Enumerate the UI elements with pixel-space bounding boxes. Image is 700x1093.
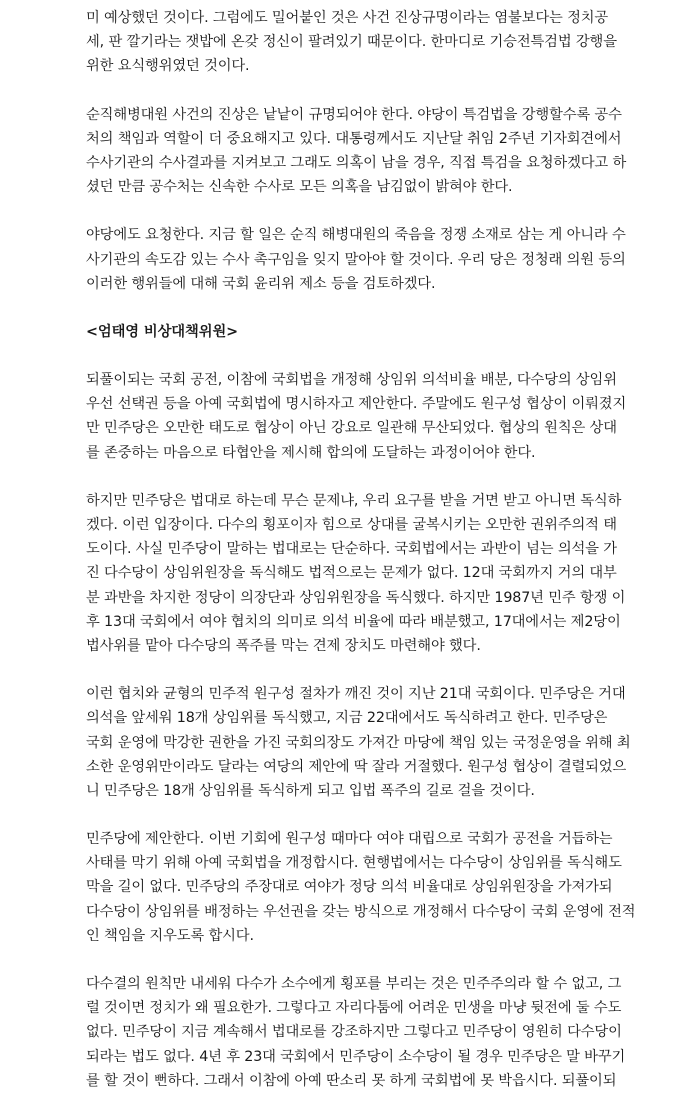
text-line: 다수결의 원칙만 내세워 다수가 소수에게 횡포를 부리는 것은 민주주의라 할 수 없고, 그	[86, 976, 622, 992]
text-line: 하지만 민주당은 법대로 하는데 무슨 문제냐, 우리 요구를 받을 거면 받고 아니면 독식하	[86, 492, 622, 509]
text-line: 도이다. 사실 민주당이 말하는 법대로는 단순하다. 국회법에서는 과반이 넘는 의석을 가	[86, 541, 617, 558]
text-line: 진 다수당이 상임위원장을 독식해도 법적으로는 문제가 없다. 12대 국회까지 거의 대부	[86, 565, 617, 582]
text-line: 다수당이 상임위를 배정하는 우선권을 갖는 방식으로 개정해서 다수당이 국회 운영에 전적	[86, 903, 636, 920]
text-line: 니 민주당은 18개 상임위를 독식하게 되고 입법 폭주의 길로 걸을 것이다.	[86, 782, 535, 799]
text-line: 법사위를 맡아 다수당의 폭주를 막는 견제 장치도 마련해야 했다.	[86, 637, 481, 654]
speaker-heading-text: <엄태영 비상대책위원>	[86, 323, 239, 340]
speaker-heading	[86, 320, 620, 344]
text-line: 사기관의 속도감 있는 수사 촉구임을 잊지 말아야 할 것이다. 우리 당은 정청래 의원 등의	[86, 251, 626, 268]
text-line: 우선 선택권 등을 아예 국회법에 명시하자고 제안한다. 주말에도 원구성 협상이 이뤄졌지	[86, 396, 627, 413]
text-line: 소한 운영위만이라도 달라는 여당의 제안에 딱 잘라 거절했다. 원구성 협상이 결렬되었으	[86, 758, 627, 775]
text-line: 없다. 민주당이 지금 계속해서 법대로를 강조하지만 그렇다고 민주당이 영원히 다수당이	[86, 1024, 622, 1041]
text-line: 사태를 막기 위해 아예 국회법을 개정합시다. 현행법에서는 다수당이 상임위를 독식해도	[86, 855, 622, 872]
text-line: 를 할 것이 뻔하다. 그래서 이참에 아예 딴소리 못 하게 국회법에 못 박읍시다. 되풀이되	[86, 1072, 617, 1089]
text-line: 수사기관의 수사결과를 지켜보고 그래도 의혹이 남을 경우, 직접 특검을 요청하겠다고 하	[86, 154, 627, 171]
text-line: 의석을 앞세워 18개 상임위를 독식했고, 지금 22대에서도 독식하려고 한다. 민주당은	[86, 710, 608, 727]
text-line: 인 책임을 지우도록 합시다.	[86, 927, 254, 944]
text-line: 겠다. 이런 입장이다. 다수의 횡포이자 힘으로 상대를 굴복시키는 오만한 권위주의적 태	[86, 517, 617, 533]
paragraph-national-assembly-stall	[86, 368, 627, 465]
text-line: 순직해병대원 사건의 진상은 낱낱이 규명되어야 한다. 야당이 특검법을 강행할수록 공수	[86, 106, 622, 123]
paragraph-majority-rule	[86, 972, 626, 1093]
text-line: 후 13대 국회에서 여야 협치의 의미로 의석 비율에 따라 배분했고, 17대에서는 제2당이	[86, 613, 621, 630]
paragraph-intro	[86, 6, 620, 79]
paragraph-proposal-to-democratic-party	[86, 827, 636, 948]
text-line: 위한 요식행위였던 것이다.	[86, 58, 250, 75]
text-line: 이러한 행위들에 대해 국회 윤리위 제소 등을 검토하겠다.	[86, 275, 436, 292]
text-line: 미 예상했던 것이다. 그럼에도 밀어붙인 것은 사건 진상규명이라는 염불보다는 정치공	[86, 10, 609, 26]
text-line: 되라는 법도 없다. 4년 후 23대 국회에서 민주당이 소수당이 될 경우 민주당은 말 바꾸기	[86, 1048, 626, 1065]
text-line: 만 민주당은 오만한 태도로 협상이 아닌 강요로 일관해 무산되었다. 협상의 원칙은 상대	[86, 420, 617, 437]
text-line: 야당에도 요청한다. 지금 할 일은 순직 해병대원의 죽음을 정쟁 소재로 삼는 게 아니라 수	[86, 227, 626, 244]
paragraph-marine-investigation	[86, 103, 627, 200]
text-line: 셨던 만큼 공수처는 신속한 수사로 모든 의혹을 남김없이 밝혀야 한다.	[86, 179, 513, 196]
paragraph-request-to-opposition	[86, 223, 626, 296]
text-line: 세, 판 깔기라는 잿밥에 온갖 정신이 팔려있기 때문이다. 한마디로 기승전특검법 강행을	[86, 34, 617, 51]
text-line: 분 과반을 차지한 정당이 의장단과 상임위원장을 독식했다. 하지만 1987년 민주 항쟁 이	[86, 589, 626, 606]
paragraph-21st-assembly	[86, 682, 631, 803]
text-line: 국회 운영에 막강한 권한을 가진 국회의장도 가져간 마당에 책임 있는 국정운영을 위해 최	[86, 734, 631, 751]
text-line: 이런 협치와 균형의 민주적 원구성 절차가 깨진 것이 지난 21대 국회이다. 민주당은 거대	[86, 686, 626, 703]
paragraph-majority-monopoly	[86, 489, 626, 658]
text-line: 를 존중하는 마음으로 타협안을 제시해 합의에 도달하는 과정이어야 한다.	[86, 444, 536, 461]
text-line: 막을 길이 없다. 민주당의 주장대로 여야가 정당 의석 비율대로 상임위원장을 가져가되	[86, 879, 613, 896]
text-line: 럴 것이면 정치가 왜 필요한가. 그렇다고 자리다툼에 어려운 민생을 마냥 뒷전에 둘 수도	[86, 1000, 622, 1017]
text-line: 되풀이되는 국회 공전, 이참에 국회법을 개정해 상임위 의석비율 배분, 다수당의 상임위	[86, 372, 617, 389]
text-line: 처의 책임과 역할이 더 중요해지고 있다. 대통령께서도 지난달 취임 2주년 기자회견에서	[86, 130, 622, 147]
text-line: 민주당에 제안한다. 이번 기회에 원구성 때마다 여야 대립으로 국회가 공전을 거듭하는	[86, 831, 613, 848]
